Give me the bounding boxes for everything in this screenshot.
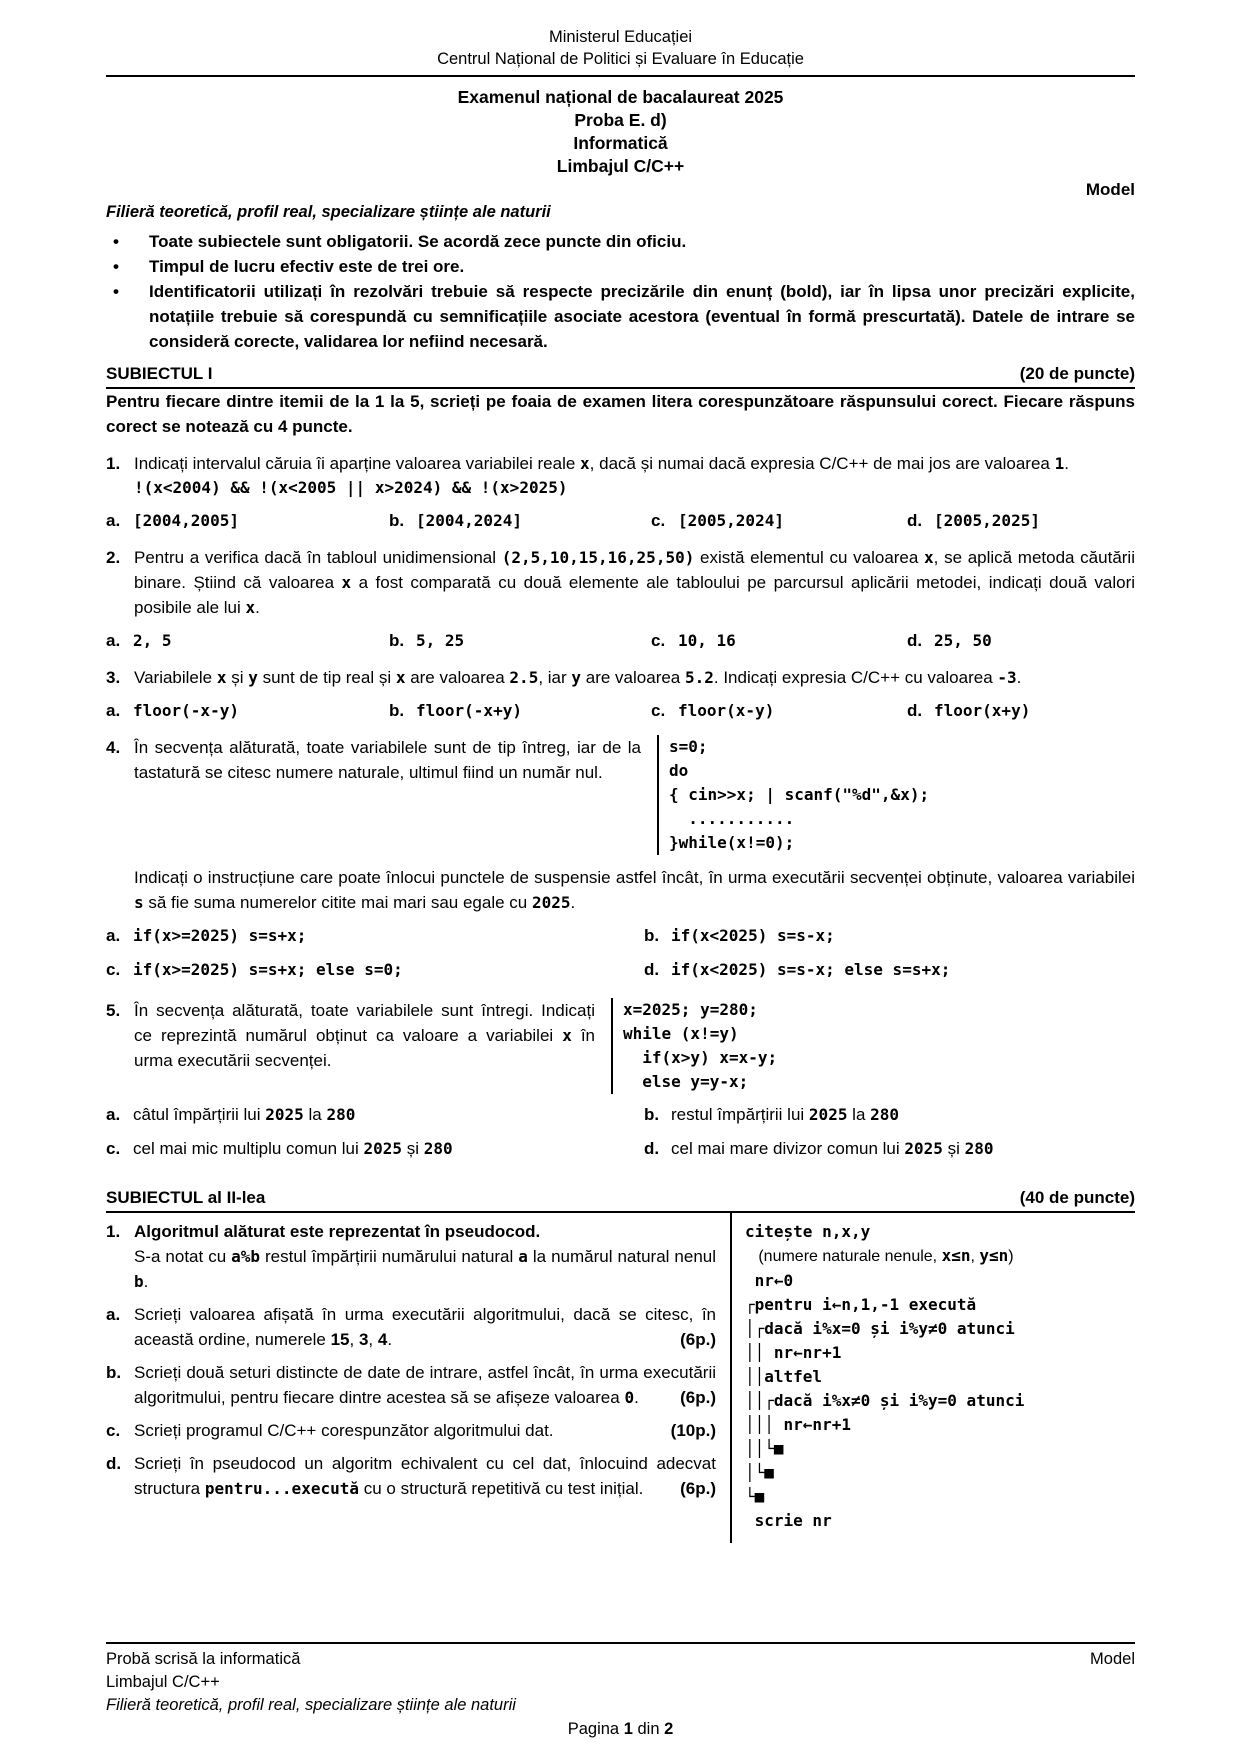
option-d [644, 957, 1135, 982]
option-d [644, 1136, 1135, 1161]
option-text: if(x>=2025) s=s+x; else s=0; [133, 960, 403, 979]
question-text: Variabilele x și y sunt de tip real și x are valoarea 2.5, iar y are valoarea 5.2. Indicați expresia C/C++ cu valoarea -3. [134, 668, 1022, 687]
footer-model-label: Model [1090, 1650, 1135, 1668]
q1-options [106, 508, 1135, 533]
instructions-list [106, 229, 1135, 354]
item-lead-row [106, 1219, 716, 1244]
item-lead: Algoritmul alăturat este reprezentat în pseudocod. [134, 1222, 541, 1241]
option-letter: a. [106, 926, 121, 945]
question-body [134, 545, 1135, 620]
instruction-text: Identificatorii utilizați în rezolvări trebuie să respecte precizările din enunț (bold), iar în lipsa unor precizări explicite, notațiile trebuie să corespundă cu semnificațiile asociate acestora (eventual în formă prescurtată). Datele de intrare se consideră corecte, validarea lor nefiind necesară. [149, 282, 1135, 351]
spacer [106, 1244, 134, 1294]
subitem-statement: Scrieți valoarea afișată în urma executării algoritmului, dacă se citesc, în această ordine, numerele 15, 3, 4. [134, 1305, 716, 1349]
ministry-line-2: Centrul Național de Politici și Evaluare în Educație [437, 50, 804, 68]
question-5 [106, 998, 1135, 1094]
instruction-text: Timpul de lucru efectiv este de trei ore. [149, 257, 465, 276]
instruction-text: Toate subiectele sunt obligatorii. Se acordă zece puncte din oficiu. [149, 232, 687, 251]
option-letter: b. [644, 1105, 660, 1124]
code-line: ││altfel [745, 1367, 823, 1386]
option-text: floor(-x+y) [416, 701, 522, 720]
instruction-item [106, 279, 1135, 354]
question-text: Indicați intervalul căruia îi aparține valoarea variabilei reale x, dacă și numai dacă expresia C/C++ de mai jos are valoarea 1. [134, 454, 1069, 473]
option-letter: d. [644, 1139, 660, 1158]
subitem-points: (10p.) [670, 1421, 716, 1440]
subitem-letter: d. [106, 1454, 122, 1473]
question-body [134, 451, 1135, 500]
option-letter: a. [106, 631, 121, 650]
question-code [134, 476, 1135, 500]
question-number: 1. [106, 454, 121, 473]
q4-options [106, 923, 1135, 982]
question-text-continued: Indicați o instrucțiune care poate înlocui punctele de suspensie astfel încât, în urma executării secvenței obținute, valoarea variabilei s să fie suma numerelor citite mai mari sau egale cu 2025. [134, 868, 1135, 912]
option-c [651, 698, 907, 723]
code-line: { cin>>x; | scanf("%d",&x); [669, 785, 930, 804]
option-text: [2005,2025] [934, 511, 1040, 530]
page-footer [106, 1642, 1135, 1741]
code-line: else y=y-x; [623, 1072, 749, 1091]
code-line: └■ [745, 1487, 765, 1506]
question-number: 3. [106, 668, 121, 687]
question-number: 4. [106, 738, 121, 757]
subitem-letter: b. [106, 1363, 122, 1382]
subject2-points: (40 de puncte) [1019, 1188, 1135, 1207]
code-line: scrie nr [745, 1511, 832, 1530]
option-b [389, 628, 651, 653]
title-line-4: Limbajul C/C++ [556, 156, 685, 176]
item-number: 1. [106, 1222, 121, 1241]
footer-divider [106, 1642, 1135, 1644]
bullet-icon: • [113, 257, 119, 276]
option-letter: c. [651, 511, 666, 530]
title-line-1: Examenul național de bacalaureat 2025 [457, 87, 784, 107]
subitem-statement: Scrieți două seturi distincte de date de intrare, astfel încât, în urma executării algoritmului, pentru fiecare dintre acestea să se afișeze valoarea 0. [134, 1363, 716, 1407]
model-label: Model [1085, 180, 1135, 199]
q2-options [106, 628, 1135, 653]
option-text: floor(x-y) [678, 701, 775, 720]
footer-filiera: Filieră teoretică, profil real, specializare științe ale naturii [106, 1696, 516, 1714]
page-number: Pagina 1 din 2 [567, 1720, 674, 1738]
option-b [389, 508, 651, 533]
subitem-points: (6p.) [680, 1388, 716, 1407]
question-text: Pentru a verifica dacă în tabloul unidimensional (2,5,10,15,16,25,50) există elementul cu valoarea x, se aplică metoda căutării binare. Știind că valoarea x a fost comparată cu două elemente ale tabloului pe parcursul aplicării metodei, indicați două valori posibile ale lui x. [134, 548, 1136, 617]
option-letter: d. [907, 701, 923, 720]
subitem-letter: c. [106, 1421, 121, 1440]
question-body [134, 735, 1135, 915]
option-text: 2, 5 [133, 631, 172, 650]
subject2-heading-row [106, 1185, 1135, 1213]
code-line: │└■ [745, 1463, 774, 1482]
option-text: [2005,2024] [678, 511, 784, 530]
title-line-2: Proba E. d) [574, 110, 667, 130]
option-letter: c. [651, 701, 666, 720]
option-letter: d. [644, 960, 660, 979]
option-letter: c. [106, 1139, 121, 1158]
item-paragraph-row [106, 1244, 716, 1294]
option-a [106, 923, 644, 948]
code-line: ........... [669, 809, 795, 828]
question-1 [106, 451, 1135, 500]
option-letter: a. [106, 701, 121, 720]
option-text: cel mai mare divizor comun lui 2025 și 280 [671, 1139, 994, 1158]
option-b [644, 923, 1135, 948]
option-letter: b. [389, 631, 405, 650]
code-line: citește n,x,y [745, 1222, 871, 1241]
option-letter: b. [644, 926, 660, 945]
option-a [106, 508, 389, 533]
code-line: ┌pentru i←n,1,-1 execută [745, 1295, 977, 1314]
option-letter: d. [907, 511, 923, 530]
q3-options [106, 698, 1135, 723]
subitem-statement: Scrieți programul C/C++ corespunzător algoritmului dat. [134, 1421, 554, 1440]
filiera-line: Filieră teoretică, profil real, specializare științe ale naturii [106, 203, 551, 221]
option-letter: a. [106, 1105, 121, 1124]
subitem-a [106, 1302, 716, 1352]
option-letter: c. [651, 631, 666, 650]
question-number: 2. [106, 548, 121, 567]
question-number: 5. [106, 1001, 121, 1020]
question-3 [106, 665, 1135, 690]
title-line-3: Informatică [573, 133, 668, 153]
ministry-line-1: Ministerul Educației [548, 28, 693, 46]
code-line: ││└■ [745, 1439, 784, 1458]
question-4 [106, 735, 1135, 915]
question-2 [106, 545, 1135, 620]
code-line: !(x<2004) && !(x<2005 || x>2024) && !(x>2025) [134, 478, 568, 497]
code-line: │││ nr←nr+1 [745, 1415, 851, 1434]
option-a [106, 698, 389, 723]
option-text: cel mai mic multiplu comun lui 2025 și 280 [133, 1139, 453, 1158]
q5-options [106, 1102, 1135, 1161]
code-line: ││┌dacă i%x≠0 și i%y=0 atunci [745, 1391, 1025, 1410]
footer-language: Limbajul C/C++ [106, 1673, 220, 1691]
subject1-heading-row [106, 361, 1135, 389]
question-text: În secvența alăturată, toate variabilele sunt întregi. Indicați ce reprezintă numărul obținut ca valoare a variabilei x în urma executării secvenței. [134, 1001, 595, 1070]
subitem-letter: a. [106, 1305, 121, 1324]
header-divider [106, 75, 1135, 77]
instruction-item [106, 229, 1135, 254]
question-two-columns [134, 735, 1135, 855]
subitem-text [134, 1418, 716, 1443]
option-a [106, 1102, 644, 1127]
option-text: [2004,2005] [133, 511, 239, 530]
option-letter: d. [907, 631, 923, 650]
pseudocode-column [732, 1213, 1135, 1543]
option-d [907, 628, 1135, 653]
option-text: floor(x+y) [934, 701, 1031, 720]
subitem-text [134, 1451, 716, 1501]
code-line: if(x>y) x=x-y; [623, 1048, 778, 1067]
option-letter: b. [389, 701, 405, 720]
footer-exam-type: Probă scrisă la informatică [106, 1650, 301, 1668]
option-b [389, 698, 651, 723]
subject1-points: (20 de puncte) [1019, 364, 1135, 383]
code-line: (numere naturale nenule, x≤n, y≤n) [745, 1246, 1014, 1265]
subitem-points: (6p.) [680, 1330, 716, 1349]
question-body [134, 998, 1135, 1094]
option-letter: b. [389, 511, 405, 530]
question-body [134, 665, 1135, 690]
subitem-c [106, 1418, 716, 1443]
option-text: câtul împărțirii lui 2025 la 280 [133, 1105, 356, 1124]
code-line: │┌dacă i%x=0 și i%y≠0 atunci [745, 1319, 1015, 1338]
question-text: În secvența alăturată, toate variabilele sunt de tip întreg, iar de la tastatură se citesc numere naturale, ultimul fiind un număr nul. [134, 738, 641, 782]
option-text: 25, 50 [934, 631, 992, 650]
subject2-title: SUBIECTUL al II-lea [106, 1188, 266, 1207]
option-c [651, 508, 907, 533]
option-text: floor(-x-y) [133, 701, 239, 720]
footer-row-1 [106, 1648, 1135, 1671]
option-c [106, 957, 644, 982]
code-line: while (x!=y) [623, 1024, 739, 1043]
code-line: nr←0 [745, 1271, 794, 1290]
ministry-header [106, 26, 1135, 70]
option-text: restul împărțirii lui 2025 la 280 [671, 1105, 900, 1124]
code-line: s=0; [669, 737, 708, 756]
code-block [611, 998, 1135, 1094]
option-text: if(x<2025) s=s-x; else s=s+x; [671, 960, 951, 979]
code-line: }while(x!=0); [669, 833, 795, 852]
subitem-text [134, 1360, 716, 1410]
option-text: 5, 25 [416, 631, 465, 650]
subject2-item-1 [106, 1213, 1135, 1543]
option-text: if(x>=2025) s=s+x; [133, 926, 307, 945]
question-two-columns [134, 998, 1135, 1094]
subject1-title: SUBIECTUL I [106, 364, 213, 383]
code-line: ││ nr←nr+1 [745, 1343, 842, 1362]
instruction-item [106, 254, 1135, 279]
item-paragraph: S-a notat cu a%b restul împărțirii numărului natural a la numărul natural nenul b. [134, 1247, 717, 1291]
subitem-points: (6p.) [680, 1479, 716, 1498]
item-statement-column [106, 1213, 732, 1543]
option-a [106, 628, 389, 653]
option-c [651, 628, 907, 653]
code-block [657, 735, 1135, 855]
subitem-statement: Scrieți în pseudocod un algoritm echivalent cu cel dat, înlocuind adecvat structura pentru...execută cu o structură repetitivă cu test inițial. [134, 1454, 716, 1498]
bullet-icon: • [113, 282, 119, 301]
code-line: x=2025; y=280; [623, 1000, 758, 1019]
option-text: 10, 16 [678, 631, 736, 650]
bullet-icon: • [113, 232, 119, 251]
option-text: [2004,2024] [416, 511, 522, 530]
subitem-b [106, 1360, 716, 1410]
code-line: do [669, 761, 689, 780]
option-letter: a. [106, 511, 121, 530]
option-b [644, 1102, 1135, 1127]
subitem-d [106, 1451, 716, 1501]
option-d [907, 698, 1135, 723]
option-letter: c. [106, 960, 121, 979]
exam-title [106, 86, 1135, 178]
subitem-text [134, 1302, 716, 1352]
option-d [907, 508, 1135, 533]
option-c [106, 1136, 644, 1161]
option-text: if(x<2025) s=s-x; [671, 926, 835, 945]
subject1-intro: Pentru fiecare dintre itemii de la 1 la 5, scrieți pe foaia de examen litera corespunzătoare răspunsului corect. Fiecare răspuns corect se notează cu 4 puncte. [106, 392, 1135, 436]
